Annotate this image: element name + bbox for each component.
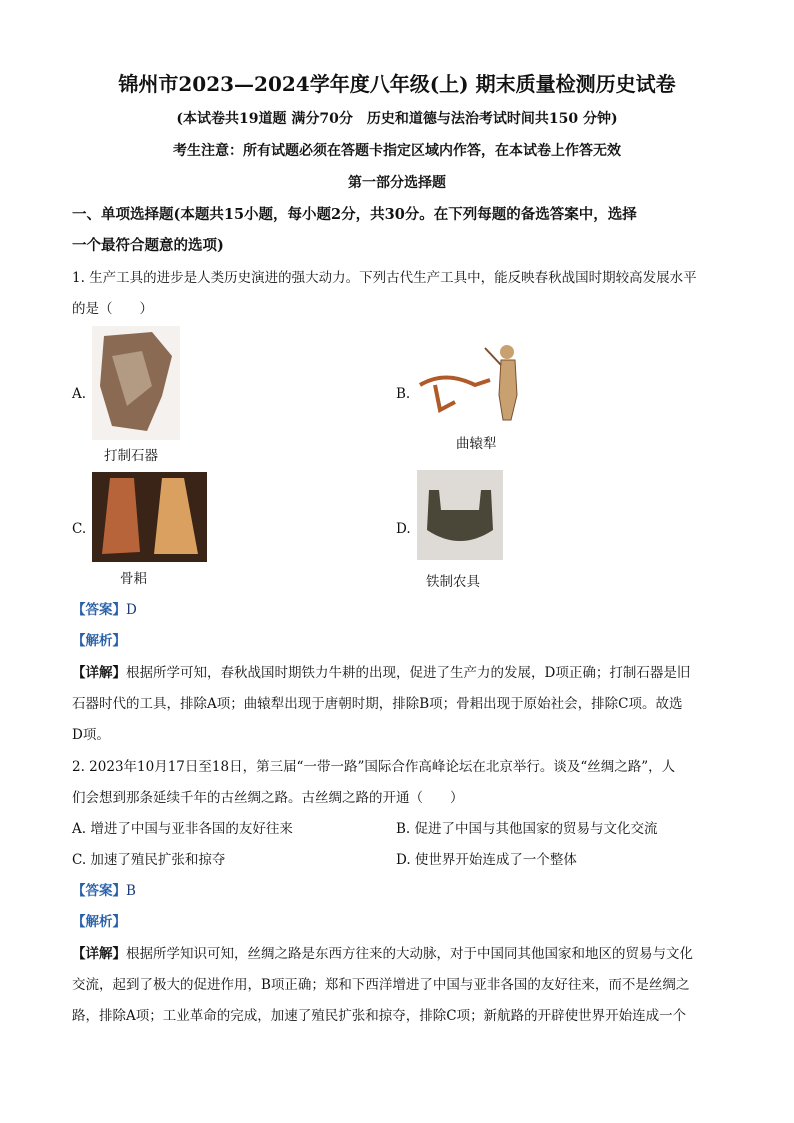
q1-option-c-caption: 骨耜 xyxy=(120,571,147,587)
exam-subtitle: (本试卷共19道题 满分70分 历史和道德与法治考试时间共150 分钟) xyxy=(176,111,618,127)
detail-label: 【详解】 xyxy=(72,665,126,681)
q1-stem-line2: 的是（ ） xyxy=(72,301,153,317)
q2-detail-line3: 路，排除A项；工业革命的完成，加速了殖民扩张和掠夺，排除C项；新航路的开辟使世界开始连成一个 xyxy=(72,1008,687,1024)
q2-answer xyxy=(72,879,136,899)
q1-detail-line2: 石器时代的工具，排除A项；曲辕犁出现于唐朝时期，排除B项；骨耜出现于原始社会，排除C项。故选 xyxy=(72,696,683,712)
exam-notice: 考生注意：所有试题必须在答题卡指定区域内作答，在本试卷上作答无效 xyxy=(173,143,621,159)
q1-detail-line3: D项。 xyxy=(72,727,110,743)
q1-answer xyxy=(72,598,137,618)
q2-option-d: D. 使世界开始连成了一个整体 xyxy=(396,852,577,868)
page-title: 锦州市2023—2024学年度八年级(上) 期末质量检测历史试卷 xyxy=(118,72,676,96)
q2-stem-line2: 们会想到那条延续千年的古丝绸之路。古丝绸之路的开通（ ） xyxy=(72,790,464,806)
q1-option-b-letter: B. xyxy=(396,386,411,402)
q2-analysis-label xyxy=(72,910,126,930)
iron-tool-image xyxy=(417,470,503,560)
q1-option-a-caption: 打制石器 xyxy=(104,448,158,464)
section-heading-line1: 一、单项选择题(本题共15小题，每小题2分，共30分。在下列每题的备选答案中，选择 xyxy=(72,206,637,223)
q2-detail-line2: 交流，起到了极大的促进作用，B项正确；郑和下西洋增进了中国与亚非各国的友好往来，而不是丝绸之 xyxy=(72,977,690,993)
q1-option-b-caption: 曲辕犁 xyxy=(456,436,497,452)
q2-option-a: A. 增进了中国与亚非各国的友好往来 xyxy=(72,821,293,837)
q1-analysis-label xyxy=(72,629,126,649)
part-heading: 第一部分选择题 xyxy=(348,175,446,191)
q1-detail-line1 xyxy=(72,661,690,681)
analysis-label: 【解析】 xyxy=(72,633,126,649)
analysis-label: 【解析】 xyxy=(72,914,126,930)
q2-option-c: C. 加速了殖民扩张和掠夺 xyxy=(72,852,226,868)
q1-option-d-letter: D. xyxy=(396,521,411,537)
answer-label: 【答案】 xyxy=(72,602,126,618)
curved-plough-image xyxy=(415,340,523,424)
answer-value: B xyxy=(126,883,136,899)
q2-stem-line1: 2. 2023年10月17日至18日，第三届“一带一路”国际合作高峰论坛在北京举行。谈及“丝绸之路”，人 xyxy=(72,759,676,775)
detail-text: 根据所学可知，春秋战国时期铁力牛耕的出现，促进了生产力的发展，D项正确；打制石器是旧 xyxy=(126,665,691,681)
detail-text: 根据所学知识可知，丝绸之路是东西方往来的大动脉，对于中国同其他国家和地区的贸易与文化 xyxy=(126,946,693,962)
bone-spade-image xyxy=(92,472,207,562)
q2-detail-line1 xyxy=(72,942,693,962)
stone-tool-image xyxy=(92,326,180,440)
q1-option-d-caption: 铁制农具 xyxy=(426,574,480,590)
q1-stem-line1: 1. 生产工具的进步是人类历史演进的强大动力。下列古代生产工具中，能反映春秋战国时期较高发展水平 xyxy=(72,270,697,286)
section-heading-line2: 一个最符合题意的选项) xyxy=(72,237,224,254)
q1-option-a-letter: A. xyxy=(72,386,87,402)
detail-label: 【详解】 xyxy=(72,946,126,962)
q2-option-b: B. 促进了中国与其他国家的贸易与文化交流 xyxy=(396,821,658,837)
answer-value: D xyxy=(126,602,137,618)
answer-label: 【答案】 xyxy=(72,883,126,899)
q1-option-c-letter: C. xyxy=(72,521,87,537)
